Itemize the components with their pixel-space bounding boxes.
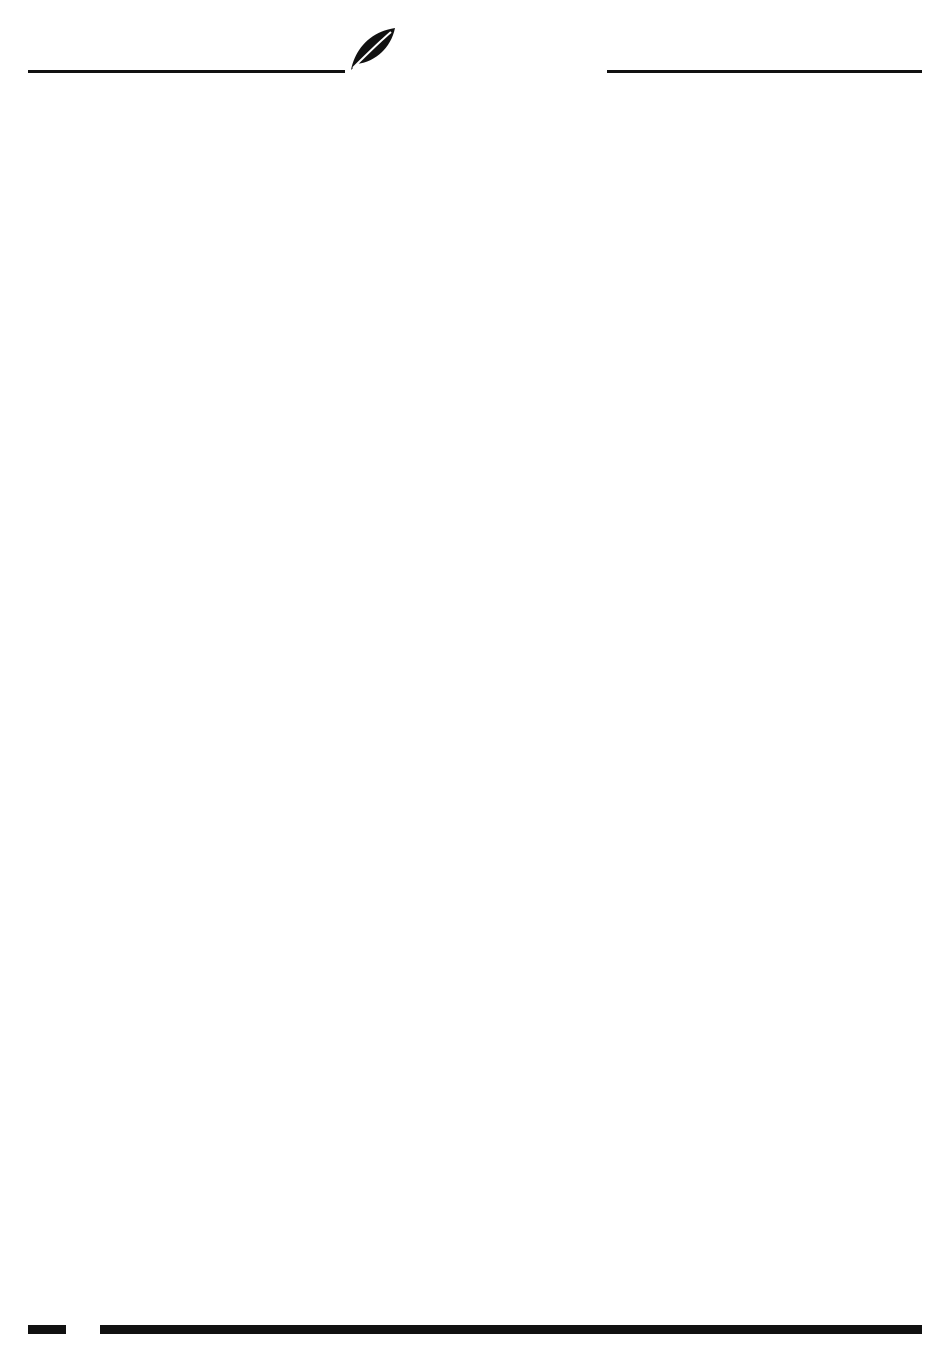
footer-rule-left — [28, 1325, 66, 1334]
footer-rule-right — [100, 1325, 922, 1334]
